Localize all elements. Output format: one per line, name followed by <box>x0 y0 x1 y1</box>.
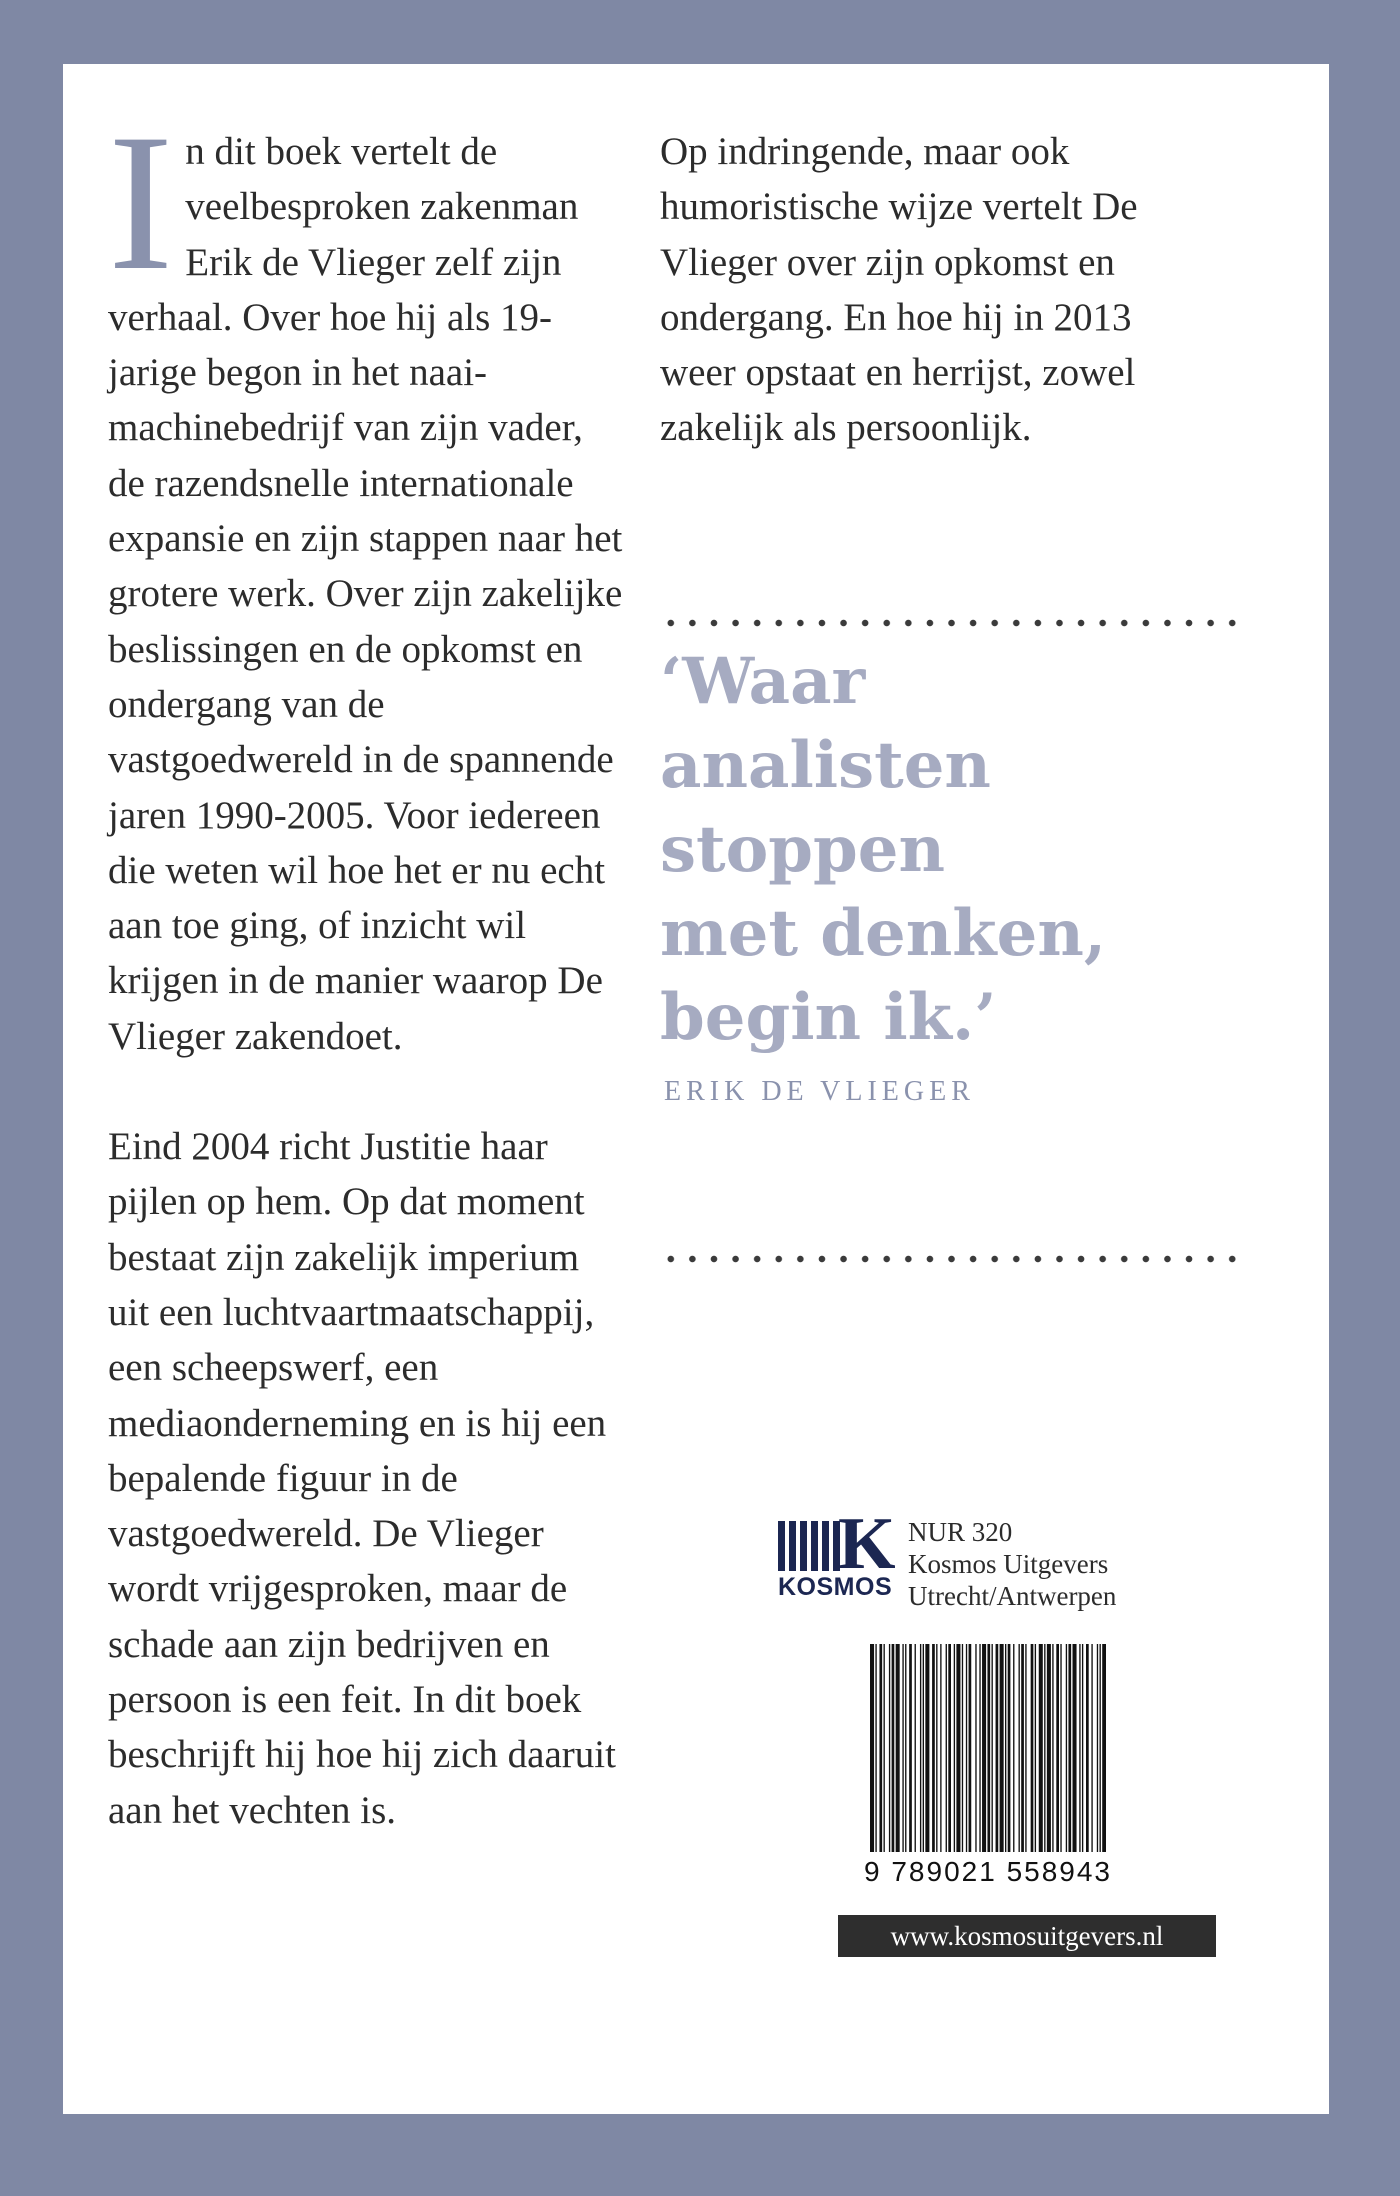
kosmos-logo <box>778 1503 896 1601</box>
description-paragraph-2: Eind 2004 richt Justitie haar pijlen op hem. Op dat moment bestaat zijn zakelijk imperium uit een luchtvaartmaatschappij, een scheepswerf, een mediaonderneming en is hij een bepalende figuur in de vastgoedwereld. De Vlieger wordt vrijgesproken, maar de schade aan zijn bedrijven en persoon is een feit. In dit boek beschrijft hij hoe hij zich daaruit aan het vechten is. <box>108 1125 616 1832</box>
quote-line-1: ‘Waar <box>660 644 866 719</box>
publisher-info <box>908 1516 1116 1612</box>
logo-bars-icon <box>778 1521 842 1571</box>
publisher-location: Utrecht/Antwerpen <box>908 1581 1117 1611</box>
pull-quote <box>660 640 1220 1060</box>
barcode-icon <box>870 1644 1106 1852</box>
logo-name: KOSMOS <box>778 1573 893 1601</box>
publisher-website: www.kosmosuitgevers.nl <box>838 1915 1216 1957</box>
quote-line-3: stoppen <box>660 812 946 887</box>
description-paragraph-3: Op indringende, maar ook humoristische wijze vertelt De Vlieger over zijn opkomst en ondergang. En hoe hij in 2013 weer opstaat en herrijst, zowel zakelijk als persoonlijk. <box>660 130 1138 450</box>
paragraph-1-text: n dit boek vertelt de veelbesproken zakenman Erik de Vlieger zelf zijn verhaal. Over hoe hij als 19-jarige begon in het naaimachinebedrijf van zijn vader, de razendsnelle internationale expansie en zijn stappen naar het grotere werk. Over zijn zakelijke beslissingen en de opkomst en ondergang van de vastgoedwereld in de spannende jaren 1990-2005. Voor iedereen die weten wil hoe het er nu echt aan toe ging, of inzicht wil krijgen in de manier waarop De Vlieger zakendoet. <box>108 130 623 1058</box>
quote-line-4: met denken, <box>660 896 1107 971</box>
quote-author: ERIK DE VLIEGER <box>664 1076 975 1107</box>
quote-line-5: begin ik.’ <box>660 980 997 1055</box>
dotted-divider-top <box>660 619 1242 627</box>
logo-letter: K <box>838 1503 896 1585</box>
publisher-name: Kosmos Uitgevers <box>908 1549 1109 1579</box>
quote-line-2: analisten <box>660 728 991 803</box>
description-paragraph-1 <box>108 94 628 1064</box>
left-column <box>108 94 628 1838</box>
isbn-barcode <box>840 1644 1136 1902</box>
nur-code: NUR 320 <box>908 1517 1013 1547</box>
isbn-number: 9 789021 558943 <box>864 1856 1112 1887</box>
dotted-divider-bottom <box>660 1255 1242 1263</box>
right-column <box>660 124 1200 456</box>
dropcap-letter: I <box>108 94 174 311</box>
